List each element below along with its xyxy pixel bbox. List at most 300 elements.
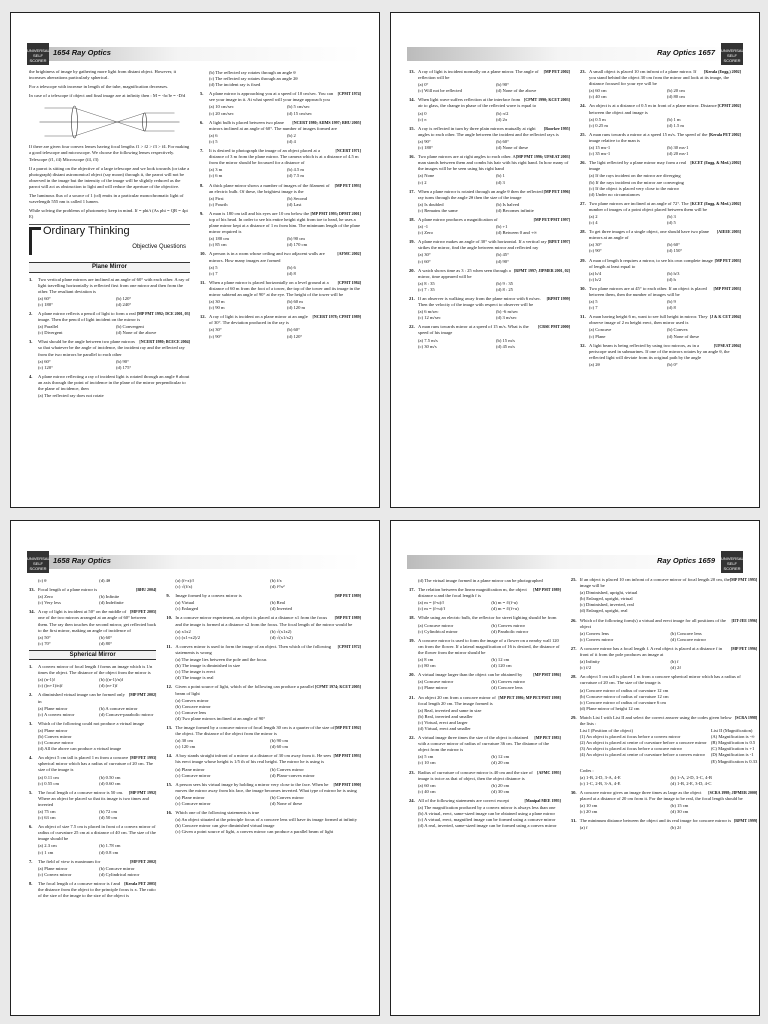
question-text: It is desired to photograph the image of an object placed at a distance of 3 m from the plane mirror. The camera which is at a distance of 4.5 m from the mirror should be focussed for a distance of	[209, 148, 359, 166]
answer-option: (a) 30°	[589, 242, 602, 248]
answer-option: (b) √(x1x2)	[270, 628, 292, 634]
question-number: 28.	[570, 674, 577, 680]
answer-options	[209, 167, 361, 179]
answer-option: (c) The image is erect	[175, 669, 216, 675]
note-paragraph: In case of a telescope if object and final image are at infinity then : M = -fo/fe = -D/d	[29, 93, 186, 99]
answer-option: (d) None of these	[496, 145, 529, 151]
answer-option: (c) 7 : 35	[418, 286, 435, 292]
answer-options	[589, 242, 741, 254]
answer-option: (d) 1.5 m	[667, 122, 684, 128]
question-number: 13.	[166, 724, 173, 730]
question-source: [MP PMT 2003]	[713, 285, 741, 291]
question-text: The relation between the linear magnification m, the object distance u and the focal length f is	[418, 587, 527, 599]
answer-option: (a) The magnification produced by a convex mirror is always less than one	[418, 805, 556, 810]
answer-option: (c) Enlarged	[175, 606, 199, 612]
question	[29, 578, 156, 584]
question	[166, 725, 361, 750]
answer-option: (a) Is doubled	[418, 201, 444, 207]
answer-option: (b) 15 cm	[670, 803, 689, 809]
question-number: 20.	[409, 672, 415, 678]
question-text: When a plane mirror is placed horizontally on a level ground at a distance of 60 m from the foot of a tower, the top of the tower and its image in the mirror subtend an angle of 90° at the eye. The height of the tower will be	[209, 279, 360, 297]
answer-option: (b) 1 m	[667, 116, 681, 122]
answer-options	[175, 657, 361, 681]
column-left	[409, 577, 561, 1009]
answer-option: (c) 7	[209, 270, 218, 276]
answer-option: (d) None of the above	[496, 88, 537, 94]
question-source: [MP PMT 1995]	[729, 577, 758, 582]
answer-option: (b) 72 cm	[99, 809, 118, 814]
answer-options	[418, 252, 570, 264]
question-source: [MP PET 1993]	[129, 755, 157, 761]
question-text: In a concave mirror experiment, an object is placed at a distance x1 from the focus and the image is formed at a distance x2 from the focus. The focal length of the mirror would be	[175, 615, 353, 627]
answer-options	[418, 82, 570, 94]
answer-option: (b) 60°	[287, 327, 300, 333]
answer-option: (a) 2θ	[589, 361, 600, 367]
question-number: 27.	[580, 200, 586, 206]
question-text: An object 5 cm tall is placed 1 m from a concave spherical mirror which has a radius of curvature of 20 cm. The size of the image is	[579, 674, 741, 686]
answer-option: (d) All the above can produce a virtual image	[38, 746, 122, 752]
answer-option: (a) 6 m/sec	[418, 309, 439, 315]
answer-option: (a) 180 cm	[209, 236, 229, 242]
answer-option: (c) 1 cm	[38, 849, 54, 855]
answer-option: (c) Divergent	[38, 330, 63, 336]
question	[200, 211, 361, 249]
question-number: 7.	[200, 148, 204, 154]
answer-options	[418, 623, 561, 635]
answer-option: (d) Indefinite	[99, 600, 124, 606]
answer-option: (a) Plane mirror	[38, 705, 68, 711]
note-paragraph: For a telescope with increase in length of the tube, magnification decreases.	[29, 84, 169, 90]
question-number: 18.	[409, 615, 415, 621]
answer-option: (d) 3 m/sec	[496, 315, 517, 321]
answer-option: (c) If the object is placed very close to the mirror	[589, 185, 680, 191]
answer-option: (d) None of these	[270, 801, 303, 806]
note-paragraph: While solving the problems of photometry keep in mind. If = phi/t (As phi = QR = 4pi E)	[29, 208, 188, 220]
question-source: [MP PET 2005]	[129, 609, 157, 615]
question-number: 6.	[200, 119, 204, 125]
answer-option: (c) 120°	[38, 364, 53, 370]
question-source: [RPMT 1997; JIPMER 2001, 02]	[513, 267, 570, 273]
answer-option: (d) Two plane mirrors inclined at an angle of 90°	[175, 715, 266, 721]
answer-option: (d) 15 cm/sec	[287, 110, 313, 116]
answer-option: (a) An object situated at the principle focus of a concave lens will have its image formed at infinity	[175, 817, 357, 823]
question	[200, 280, 361, 311]
question	[200, 183, 361, 208]
question-text: Which one of the following statements is true	[175, 810, 260, 816]
question	[580, 160, 741, 198]
answer-option: (d) Inverted	[270, 606, 292, 612]
answer-option: (b) Concave lens	[670, 630, 702, 636]
answer-option: (a) Plane mirror	[175, 766, 205, 772]
answer-option: (d) 170 cm	[287, 242, 308, 248]
answer-option: (c) 40 cm	[589, 94, 607, 100]
question-number: 15.	[166, 781, 173, 787]
answer-option: (c) θ	[38, 578, 47, 583]
question	[29, 609, 156, 647]
question	[409, 217, 570, 236]
question-number: 17.	[409, 188, 415, 194]
question-number: 31.	[570, 818, 577, 824]
answer-option: (d) 90°	[496, 258, 509, 264]
answer-options	[418, 578, 561, 584]
question-source: [MP PMT 2002]	[128, 692, 157, 698]
question-number: 24.	[409, 797, 415, 803]
question	[580, 201, 741, 226]
answer-option: (b) 90 cm	[270, 738, 289, 744]
answer-option: (c) 180°	[418, 145, 433, 151]
answer-option: (d) 0.8 cm	[99, 849, 119, 855]
answer-options	[418, 754, 561, 766]
question-source: [MP PMT 1992; DCE 2001, 03]	[136, 310, 190, 316]
answer-option: (a) Infinity	[579, 659, 600, 665]
answer-option: (c) 12 m/sec	[418, 315, 441, 321]
answer-option: (a) 6	[209, 132, 218, 138]
section-heading: Plane Mirror	[29, 262, 190, 272]
question-source: [MP PET 1989]	[334, 615, 361, 621]
banner-subtitle: Objective Questions	[132, 244, 186, 251]
answer-option: (a) Plane mirror	[38, 865, 68, 871]
answer-options	[418, 708, 561, 732]
answer-option: (a) Concave mirror	[418, 622, 454, 628]
answer-option: (d) Plane mirror of height 12 cm	[579, 705, 640, 711]
question	[166, 644, 361, 682]
question	[409, 798, 561, 829]
answer-option: (d) 0.60 cm	[99, 780, 121, 786]
banner-mark	[29, 227, 41, 255]
question-text: A light beam is being reflected by using two mirrors, as in a periscope used in submarines. If one of the mirrors rotates by an angle θ, the reflected light will deviate from its original path by the angle	[589, 342, 730, 360]
question-source: [NCERT 1971]	[335, 148, 361, 154]
answer-option: (d) 60 cm	[270, 744, 289, 750]
answer-option: (b) f	[670, 659, 679, 665]
answer-option: (c) Concave mirror of radius of curvature 6 cm	[579, 699, 667, 705]
answer-options	[175, 578, 361, 590]
answer-option: (a) -1	[418, 224, 429, 230]
question-text: The field of view is maximum for	[38, 858, 101, 864]
answer-option	[547, 578, 561, 584]
answer-option: (d) 80 cm	[667, 94, 685, 100]
question	[166, 684, 361, 722]
question-source: [CPMT 1984]	[337, 279, 361, 285]
answer-option: (a) Concave mirror	[418, 679, 454, 685]
question-text: A concave mirror is used to form the image of a flower on a nearby wall 120 cm from the flower. If a lateral magnification of 16 is desired, the distance of the flower from the mirror should be	[418, 637, 560, 655]
question	[571, 646, 757, 671]
answer-option	[125, 746, 156, 752]
answer-option: (a) Convex lens	[579, 630, 609, 636]
column-right	[166, 577, 361, 1009]
page-1657	[390, 12, 760, 508]
question-text: Given a point source of light, which of the following can produce a parallel beam of light	[175, 684, 314, 696]
answer-option: (c) The reflected ray rotates through an angle 2θ	[209, 76, 298, 82]
page-columns	[29, 69, 361, 501]
answer-option: (b) 2	[287, 132, 296, 138]
answer-option: (a) Plane mirror	[38, 727, 68, 733]
question-source: [CPMT 1974; KCET 2005]	[315, 684, 361, 690]
question	[29, 311, 190, 336]
answer-options	[38, 866, 156, 878]
answer-option: (c) Cylindrical mirror	[418, 628, 458, 634]
page-1659	[390, 520, 760, 1016]
answer-option: (a) 8 cm	[418, 657, 434, 663]
answer-options	[38, 728, 156, 752]
answer-option: (c) 0.55 cm	[38, 780, 60, 786]
question-text: If an object is placed 10 cm infront of a concave mirror of focal length 20 cm, the image will be	[579, 577, 730, 589]
answer-options	[580, 631, 757, 643]
answer-option: (a) The reflected ray does not rotate	[38, 393, 104, 399]
question	[571, 818, 757, 831]
question-source: [MP PET 1992]	[334, 724, 361, 730]
answer-option: (a) m = (f-u)/f	[418, 600, 444, 606]
answer-option: (c) Concave mirror	[38, 740, 74, 746]
answer-option: (d) 4θ	[99, 578, 111, 583]
answer-option	[116, 393, 190, 399]
answer-option: (d) Under no circumstances	[589, 191, 640, 197]
answer-option: (c) 20 cm/sec	[209, 110, 234, 116]
question-text: The focal length of a concave mirror is 50 cm. Where an object be placed so that its image is two times and inverted	[38, 789, 149, 807]
answer-options	[38, 843, 156, 855]
answer-option: (c) Concave lens	[175, 709, 207, 715]
question-number: 29.	[570, 714, 577, 720]
answer-options	[175, 795, 361, 807]
answer-options	[38, 393, 190, 399]
page-title: 1658 Ray Optics	[53, 556, 111, 565]
column-right	[571, 577, 757, 1009]
question	[29, 664, 156, 689]
page-title: 1654 Ray Optics	[53, 48, 111, 57]
answer-option: (c) 0.25 m	[589, 122, 609, 128]
answer-option: (B) Magnification is 0.5	[710, 740, 756, 746]
answer-option: (d) Cylindrical mirror	[99, 871, 140, 877]
publisher-logo: UNIVERSAL SELF SCORER	[27, 551, 49, 573]
answer-options	[589, 117, 741, 129]
question-source: [AIEEE 2003]	[716, 229, 741, 235]
question-number: 6.	[29, 824, 33, 830]
question	[580, 258, 741, 283]
answer-options	[209, 104, 361, 116]
answer-option: (d) 1-B, 2-E, 3-D, 4-C	[670, 780, 712, 786]
answer-option: (c) 4	[589, 220, 598, 226]
question-number: 1.	[29, 276, 33, 282]
page-1658	[10, 520, 380, 1016]
answer-option: (a) 8 : 35	[418, 280, 435, 286]
question-text: A man runs towards mirror at a speed of 15 m/s. What is the speed of his image	[418, 324, 529, 336]
question-number: 8.	[29, 880, 33, 886]
question	[580, 69, 741, 100]
answer-option: (b) 90°	[116, 358, 129, 364]
answer-option: (d) Becomes infinite	[496, 207, 534, 213]
answer-options	[418, 657, 561, 669]
question	[166, 615, 361, 640]
question-text: Two plane mirrors are inclined at an angle of 72°. The number of images of a point object placed between them will be	[589, 200, 707, 212]
answer-option: (d) The incident ray is fixed	[209, 82, 261, 88]
answer-option: (c) Virtual, erect and larger	[418, 719, 468, 725]
answer-option: (d) None of these	[667, 333, 700, 339]
question	[29, 339, 190, 370]
answer-option: (a) None	[418, 173, 435, 179]
answer-options	[38, 359, 190, 371]
answer-option: (b) 0°	[667, 361, 678, 367]
question	[409, 126, 570, 151]
question-number: 10.	[166, 615, 173, 621]
page-columns	[409, 69, 741, 501]
answer-option: (c) 120 cm	[175, 744, 196, 750]
answer-options	[418, 139, 570, 151]
answer-option: (b) 60°	[667, 242, 680, 248]
question-number: 19.	[409, 239, 415, 245]
answer-option: (c) 60°	[418, 258, 431, 264]
answer-option: (c) f/2	[579, 665, 592, 671]
question-source: [MP PET 1989]	[334, 593, 361, 599]
answer-option: (a) The image lies between the pole and the focus	[175, 657, 267, 663]
question	[200, 120, 361, 145]
answer-option: (b) 5 cm/sec	[287, 104, 310, 110]
answer-option: (b) 90°	[496, 82, 509, 88]
question	[29, 721, 156, 752]
question-text: A ray is reflected in turn by three plain mirrors mutually at right angles to each other. The angle between the incident and the reflected rays is	[418, 125, 559, 137]
question-source: [SCRA 1998]	[734, 714, 758, 720]
answer-option: (d) Parabolic mirror	[491, 628, 529, 634]
question	[409, 69, 570, 94]
question-source: [MP PET 2002]	[129, 858, 157, 864]
answer-option: (b) 12 cm	[491, 657, 510, 663]
answer-option: (d) The virtual image formed in a plane mirror can be photographed	[418, 578, 543, 583]
answer-option: (a) 10 cm/sec	[209, 104, 234, 110]
question-source: [IIT-JEE 1996]	[731, 617, 758, 623]
question-number: 7.	[29, 858, 33, 864]
question-number: 5.	[200, 91, 204, 97]
answer-option: (b) 60°	[99, 634, 113, 640]
answer-option: (a) Real, inverted and same in size	[418, 707, 482, 713]
question-text: A man of length h requires a mirror, to see his own complete image of length at least equal to	[589, 257, 713, 269]
question-number: 11.	[200, 279, 206, 285]
question	[409, 296, 570, 321]
question-text: What should be the angle between two plane mirrors so that whatever be the angle of incidence, the incident ray and the reflected ray from the two mirrors be parallel to each other	[38, 339, 185, 357]
question-text: A man runs towards a mirror at a speed 15 m/s. The speed of the image relative to the man is	[589, 131, 708, 143]
question-source: [AFMC 2002]	[337, 251, 361, 257]
answer-option: (d) Concave-parabolic mirror	[99, 711, 154, 717]
answer-option: (d) 8	[287, 270, 296, 276]
question	[166, 810, 361, 835]
answer-option: (c) 90°	[209, 333, 222, 339]
answer-option: (b) Is halved	[496, 201, 520, 207]
answer-option: (c) 6 m	[209, 173, 223, 179]
publisher-logo: UNIVERSAL SELF SCORER	[721, 43, 743, 65]
question-source: [Kerala PET 2002]	[708, 131, 741, 137]
answer-option: (b) Real	[270, 600, 286, 606]
answer-option: (c) √(f/x)	[175, 584, 193, 590]
answer-option: (c) Very less	[38, 600, 61, 606]
answer-option	[688, 192, 741, 198]
answer-option: (3) An object is placed at focus before a concave mirror	[579, 746, 683, 752]
question	[29, 277, 190, 308]
answer-option: (d) 8 : 25	[496, 286, 513, 292]
question-text: While using an electric bulb, the reflector for street lighting should be from	[418, 615, 557, 621]
answer-option: (D) Magnification is -1	[710, 752, 754, 758]
answer-options	[38, 324, 190, 336]
question-source: [MP PET/PMT 1997]	[533, 216, 570, 222]
answer-option: (d) Between 0 and +∞	[496, 230, 537, 236]
question-number: 4.	[29, 373, 33, 379]
answer-option: (b) 60 m	[287, 299, 303, 305]
question-number: 22.	[409, 324, 415, 330]
answer-option: (b) Concave mirror can give diminished virtual image	[175, 823, 275, 829]
answer-option: (a) Concave mirror of radius of curvature 12 cm	[579, 687, 669, 693]
column-left	[409, 69, 570, 501]
question-number: 15.	[409, 125, 415, 131]
question-source: [AFMC 1995]	[537, 769, 561, 775]
answer-option: (b) Convex mirror	[491, 622, 526, 628]
column-right	[200, 69, 361, 501]
question	[409, 735, 561, 766]
answer-option: (b) 9 : 35	[496, 280, 513, 286]
answer-option: (d) 30 cm	[491, 788, 510, 794]
answer-option: (a) Parallel	[38, 324, 59, 330]
question-source: [MP PET 2003]	[714, 257, 741, 263]
question-text: A plane mirror reflects a pencil of light to form a real image. Then the pencil of light incident on the mirror is	[38, 310, 141, 323]
question-number: 9.	[200, 210, 204, 216]
answer-option: (a) 30°	[418, 252, 431, 258]
answer-option: (a) 60 cm	[589, 88, 607, 94]
answer-option: (d) Plano-convex mirror	[270, 772, 315, 778]
question	[166, 782, 361, 807]
answer-options	[418, 805, 561, 829]
question-number: 2.	[29, 310, 33, 316]
answer-option: (c) Convex mirror	[579, 636, 614, 642]
question-text: All of the following statements are correct except	[418, 797, 509, 803]
answer-option: (b) Convex mirror	[270, 794, 304, 800]
question-text: A boy stands straight infront of a mirror at a distance of 30 cm away from it. He sees his erect image whose height is 1/5 th of his real height. The mirror he is using is	[175, 753, 332, 765]
answer-option: (c) 180°	[38, 301, 53, 307]
answer-option: (d) The image is real	[175, 675, 214, 681]
question-source: [MP PMT 1992]	[128, 789, 157, 795]
answer-options	[38, 578, 156, 584]
question	[409, 578, 561, 584]
answer-option: (b) Concave mirror of radius of curvature 12 cm	[579, 693, 669, 699]
answer-option: (b) A concave mirror	[99, 705, 138, 711]
answer-option: (a) 50°	[38, 634, 51, 640]
answer-option: (a) 10 cm	[579, 803, 598, 809]
answer-options	[209, 70, 361, 88]
question	[200, 251, 361, 276]
answer-options	[580, 590, 757, 614]
answer-options	[580, 825, 757, 831]
answer-option: (c) 5	[209, 138, 218, 144]
question-text: The image formed by a concave mirror of focal length 30 cm is a quarter of the size of the object. The distance of the object from the mirror is	[175, 724, 335, 737]
answer-option: (d) (n+1)f	[99, 683, 118, 689]
answer-option: (a) 0°	[418, 82, 429, 88]
question	[571, 790, 757, 815]
answer-option: (c) Concave mirror	[175, 801, 211, 806]
answer-option: (d) Enlarged, upright, real	[579, 608, 628, 614]
question-number: 3.	[29, 339, 33, 345]
question-number: 2.	[29, 692, 33, 698]
question-source: [NCERT 1980; BCECE 2004]	[139, 339, 190, 345]
answer-options	[209, 196, 361, 208]
question	[409, 324, 570, 349]
answer-options	[589, 299, 741, 311]
question-text: A ray of light is incident normally on a plane mirror. The angle of reflection will be	[418, 69, 539, 81]
question-text: An object 5 cm tall is placed 1 m from a concave spherical mirror which has a radius of curvature of 20 cm. The size of the image is	[38, 755, 153, 773]
answer-option: (a) 2.3 cm	[38, 843, 57, 849]
answer-options	[209, 236, 361, 248]
question-source: [UPSEAT 2004]	[713, 342, 741, 348]
answer-option: (b) The reflected ray rotates through an angle θ	[209, 70, 296, 75]
answer-options	[38, 677, 156, 689]
answer-options	[209, 327, 361, 339]
answer-option: (a) 30°	[209, 327, 222, 333]
question-source: [CPMT 1972]	[337, 643, 361, 649]
answer-option: (a) 7.5 m/s	[418, 337, 438, 343]
page-header	[407, 43, 743, 65]
